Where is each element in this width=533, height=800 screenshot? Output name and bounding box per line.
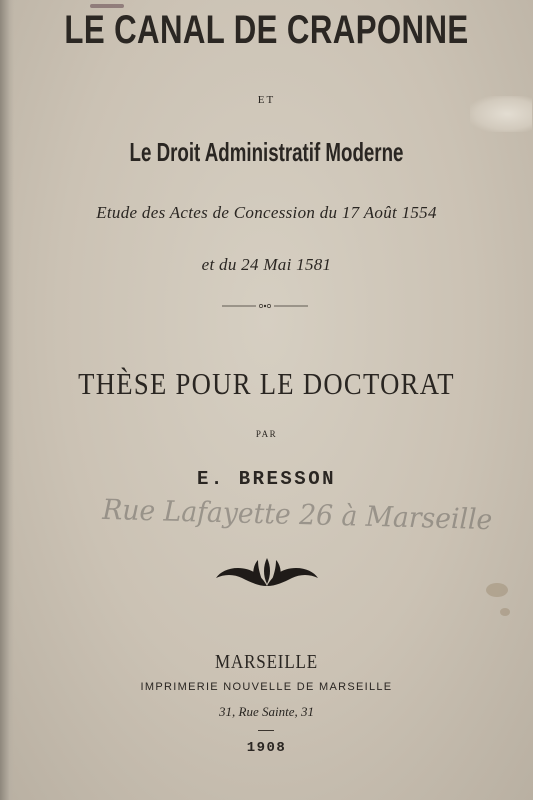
foxing-stain [500, 608, 510, 616]
title-conjunction: ET [257, 94, 276, 106]
author-prefix: PAR [255, 429, 278, 439]
fleuron-ornament-icon [214, 556, 320, 590]
thesis-heading: THÈSE POUR LE DOCTORAT [78, 366, 455, 401]
printer-address: 31, Rue Sainte, 31 [219, 704, 314, 719]
date-line: et du 24 Mai 1581 [201, 255, 332, 274]
foxing-stain [486, 583, 508, 597]
printer-name: IMPRIMERIE NOUVELLE DE MARSEILLE [140, 681, 393, 693]
author-name: E. BRESSON [196, 468, 337, 490]
handwritten-address: Rue Lafayette 26 à Marseille [101, 492, 493, 537]
publication-year: 1908 [246, 740, 287, 756]
study-line: Etude des Actes de Concession du 17 Août 1554 [96, 203, 437, 222]
page-edge-shadow [0, 0, 14, 800]
short-divider [258, 730, 274, 731]
book-subtitle: Le Droit Administratif Moderne [129, 137, 404, 167]
ornamental-rule-icon [222, 303, 308, 309]
publication-city: MARSEILLE [214, 651, 319, 673]
book-title: LE CANAL DE CRAPONNE [64, 8, 469, 52]
